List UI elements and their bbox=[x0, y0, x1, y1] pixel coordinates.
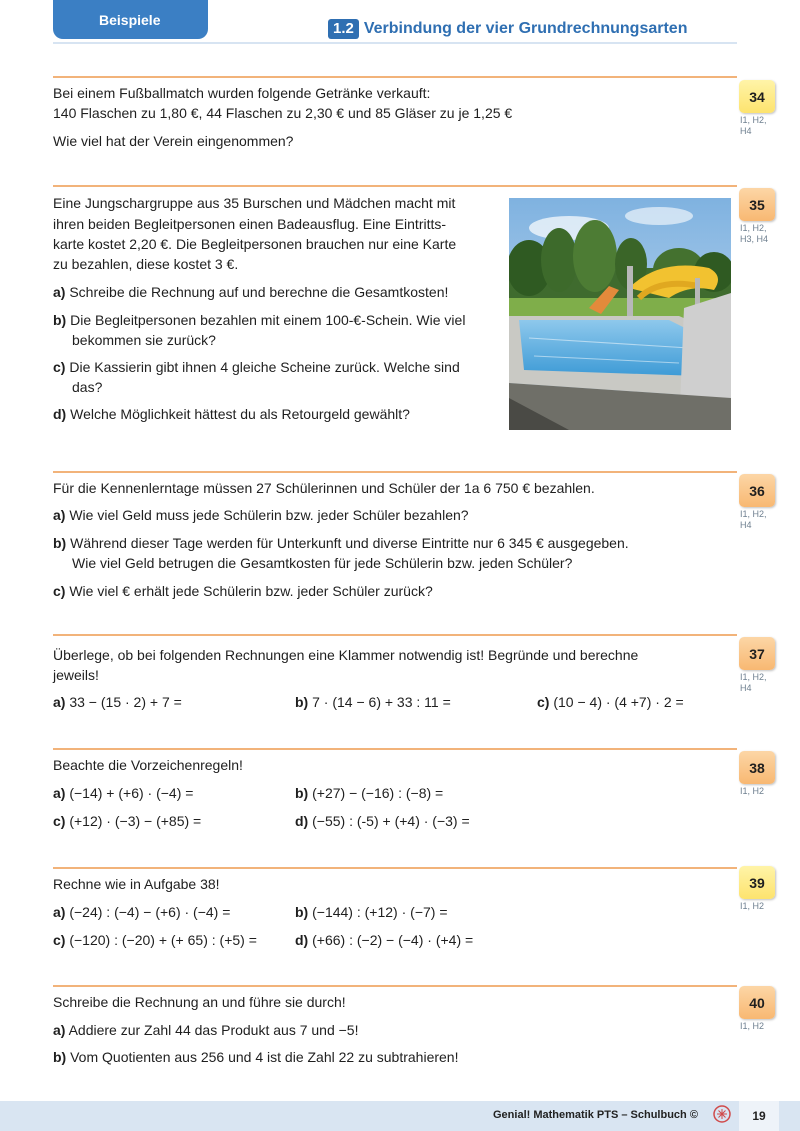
task-text-line: jeweils! bbox=[53, 667, 99, 683]
header-divider bbox=[53, 42, 737, 44]
task-part-d: d) Welche Möglichkeit hättest du als Retourgeld gewählt? bbox=[53, 406, 410, 422]
task-part-b: b) Vom Quotienten aus 256 und 4 ist die Zahl 22 zu subtrahieren! bbox=[53, 1049, 459, 1065]
task-part-a: a) (−24) : (−4) − (+6) · (−4) = bbox=[53, 904, 231, 920]
chapter-number: 1.2 bbox=[328, 19, 359, 39]
task-number-badge: 38 bbox=[739, 751, 775, 784]
task-divider bbox=[53, 748, 737, 750]
task-divider bbox=[53, 76, 737, 78]
competency-codes: I1, H2, H4 bbox=[740, 509, 767, 530]
task-text-line: Bei einem Fußballmatch wurden folgende Getränke verkauft: bbox=[53, 85, 431, 101]
task-part-a: a) Addiere zur Zahl 44 das Produkt aus 7 und −5! bbox=[53, 1022, 359, 1038]
task-part-c: c) (+12) · (−3) − (+85) = bbox=[53, 813, 202, 829]
task-part-c: c) Wie viel € erhält jede Schülerin bzw. jeder Schüler zurück? bbox=[53, 583, 433, 599]
competency-codes: I1, H2 bbox=[740, 1021, 765, 1031]
publisher-logo-icon bbox=[713, 1105, 731, 1123]
task-text-line: zu bezahlen, diese kostet 3 €. bbox=[53, 256, 239, 272]
task-part-b: b) (−144) : (+12) · (−7) = bbox=[295, 904, 448, 920]
task-part-a: a) Schreibe die Rechnung auf und berechne die Gesamtkosten! bbox=[53, 284, 449, 300]
task-text-line: Für die Kennenlerntage müssen 27 Schülerinnen und Schüler der 1a 6 750 € bezahlen. bbox=[53, 480, 595, 496]
task-part-c: c) Die Kassierin gibt ihnen 4 gleiche Scheine zurück. Welche sind bbox=[53, 359, 460, 375]
competency-codes: I1, H2, H4 bbox=[740, 672, 767, 693]
task-part-c-cont: das? bbox=[72, 379, 103, 395]
competency-codes: I1, H2 bbox=[740, 786, 765, 796]
task-number-badge: 36 bbox=[739, 474, 775, 507]
task-text-line: Beachte die Vorzeichenregeln! bbox=[53, 757, 243, 773]
task-part-b-cont: bekommen sie zurück? bbox=[72, 332, 216, 348]
task-number-badge: 37 bbox=[739, 637, 775, 670]
chapter-title: Verbindung der vier Grundrechnungsarten bbox=[363, 20, 688, 37]
competency-codes: I1, H2 bbox=[740, 901, 765, 911]
task-part-b: b) Die Begleitpersonen bezahlen mit einem 100-€-Schein. Wie viel bbox=[53, 312, 466, 328]
task-number-badge: 34 bbox=[739, 80, 775, 113]
task-text-line: Eine Jungschargruppe aus 35 Burschen und Mädchen macht mit bbox=[53, 195, 456, 211]
task-text-line: Überlege, ob bei folgenden Rechnungen eine Klammer notwendig ist! Begründe und berechne bbox=[53, 647, 639, 663]
competency-codes: I1, H2, H3, H4 bbox=[740, 223, 769, 244]
competency-codes: I1, H2, H4 bbox=[740, 115, 767, 136]
task-part-b-cont: Wie viel Geld betrugen die Gesamtkosten für jede Schülerin bzw. jeden Schüler? bbox=[72, 555, 573, 571]
section-tab-label: Beispiele bbox=[99, 11, 161, 28]
task-text-line: karte kostet 2,20 €. Die Begleitpersonen brauchen nur eine Karte bbox=[53, 236, 457, 252]
task-part-a: a) Wie viel Geld muss jede Schülerin bzw. jeder Schüler bezahlen? bbox=[53, 507, 469, 523]
task-text-line: Rechne wie in Aufgabe 38! bbox=[53, 876, 220, 892]
task-part-b: b) (+27) − (−16) : (−8) = bbox=[295, 785, 444, 801]
task-divider bbox=[53, 185, 737, 187]
page-number: 19 bbox=[739, 1101, 779, 1131]
task-part-a: a) (−14) + (+6) · (−4) = bbox=[53, 785, 194, 801]
task-divider bbox=[53, 471, 737, 473]
task-part-d: d) (−55) : (-5) + (+4) · (−3) = bbox=[295, 813, 470, 829]
task-number-badge: 39 bbox=[739, 866, 775, 899]
task-divider bbox=[53, 985, 737, 987]
task-part-c: c) (10 − 4) · (4 +7) · 2 = bbox=[537, 694, 684, 710]
task-number-badge: 40 bbox=[739, 986, 775, 1019]
task-part-c: c) (−120) : (−20) + (+ 65) : (+5) = bbox=[53, 932, 257, 948]
task-part-b: b) Während dieser Tage werden für Unterkunft und diverse Eintritte nur 6 345 € ausgegeben. bbox=[53, 535, 629, 551]
task-divider bbox=[53, 867, 737, 869]
task-question: Wie viel hat der Verein eingenommen? bbox=[53, 133, 294, 149]
task-text-line: 140 Flaschen zu 1,80 €, 44 Flaschen zu 2,30 € und 85 Gläser zu je 1,25 € bbox=[53, 105, 513, 121]
task-part-a: a) 33 − (15 · 2) + 7 = bbox=[53, 694, 182, 710]
chapter-heading bbox=[328, 19, 687, 39]
task-number-badge: 35 bbox=[739, 188, 775, 221]
swimming-pool-photo bbox=[509, 198, 731, 430]
footer-text: Genial! Mathematik PTS – Schulbuch © bbox=[493, 1109, 698, 1121]
task-text-line: ihren beiden Begleitpersonen einen Badeausflug. Eine Eintritts- bbox=[53, 216, 447, 232]
task-divider bbox=[53, 634, 737, 636]
task-text-line: Schreibe die Rechnung an und führe sie durch! bbox=[53, 994, 346, 1010]
section-tab bbox=[53, 0, 208, 39]
task-part-b: b) 7 · (14 − 6) + 33 : 11 = bbox=[295, 694, 451, 710]
task-part-d: d) (+66) : (−2) − (−4) · (+4) = bbox=[295, 932, 474, 948]
